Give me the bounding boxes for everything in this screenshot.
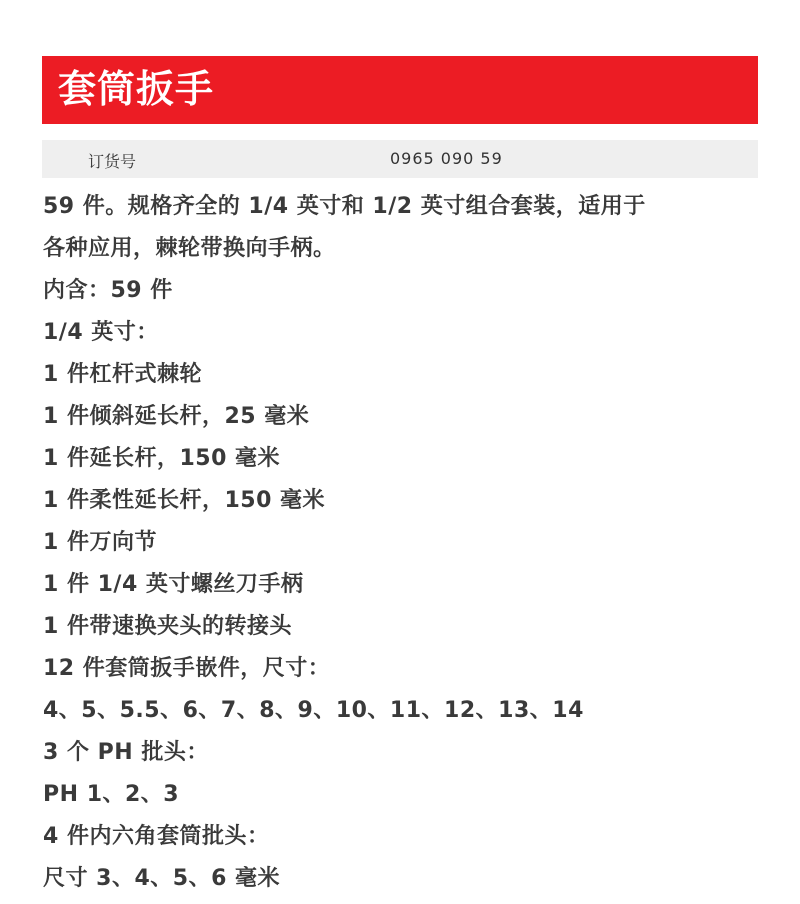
description-line: 1 件带速换夹头的转接头 [43, 614, 292, 639]
description-line: 3 个 PH 批头： [43, 740, 209, 765]
description-line: 尺寸 3、4、5、6 毫米 [43, 866, 281, 891]
order-number-label: 订货号 [88, 152, 137, 171]
description-line: 内含：59 件 [43, 278, 173, 303]
description-line: 1 件柔性延长杆，150 毫米 [43, 488, 326, 513]
description-line: 各种应用，棘轮带换向手柄。 [43, 236, 336, 261]
description-line: PH 1、2、3 [43, 782, 180, 807]
title-banner [42, 56, 758, 124]
description-line: 1 件杠杆式棘轮 [43, 362, 202, 387]
description-block [43, 186, 759, 900]
order-number-value: 0965 090 59 [390, 149, 503, 168]
description-line: 1/4 英寸： [43, 320, 159, 345]
order-number-row [42, 140, 758, 178]
description-line: 4、5、5.5、6、7、8、9、10、11、12、13、14 [43, 698, 584, 723]
description-line: 59 件。规格齐全的 1/4 英寸和 1/2 英寸组合套装，适用于 [43, 194, 646, 219]
description-line: 4 件内六角套筒批头： [43, 824, 270, 849]
description-line: 1 件 1/4 英寸螺丝刀手柄 [43, 572, 304, 597]
page-title: 套筒扳手 [58, 67, 215, 111]
description-line: 12 件套筒扳手嵌件，尺寸： [43, 656, 331, 681]
description-line: 1 件万向节 [43, 530, 157, 555]
description-line: 1 件倾斜延长杆，25 毫米 [43, 404, 310, 429]
description-line: 1 件延长杆，150 毫米 [43, 446, 281, 471]
